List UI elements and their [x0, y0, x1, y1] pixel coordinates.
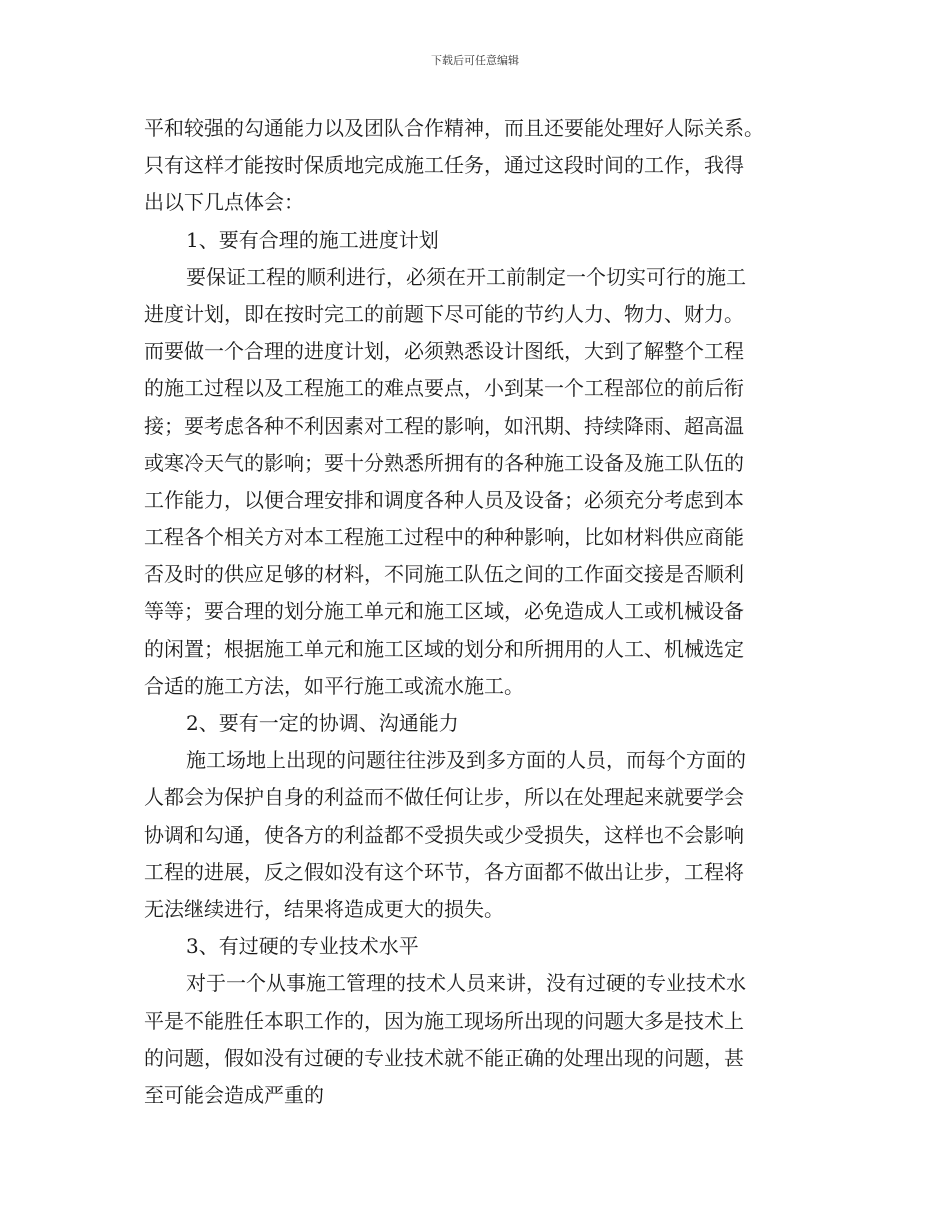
text-line: 合适的施工方法，如平行施工或流水施工。: [144, 673, 524, 698]
text-line: 对于一个从事施工管理的技术人员来讲，没有过硬的专业技术水: [186, 971, 746, 996]
text-line: 而要做一个合理的进度计划，必须熟悉设计图纸，大到了解整个工程: [144, 339, 744, 364]
text-line: 接；要考虑各种不利因素对工程的影响，如汛期、持续降雨、超高温: [144, 413, 744, 438]
text-line: 否及时的供应足够的材料，不同施工队伍之间的工作面交接是否顺利: [144, 562, 744, 587]
text-line: 人都会为保护自身的利益而不做任何让步，所以在处理起来就要学会: [144, 785, 744, 810]
text-line: 平是不能胜任本职工作的，因为施工现场所出现的问题大多是技术上: [144, 1008, 744, 1033]
section-heading-3: 3、有过硬的专业技术水平: [186, 934, 419, 959]
page-header: 下载后可任意编辑: [431, 54, 519, 67]
text-line: 协调和勾通，使各方的利益都不受损失或少受损失，这样也不会影响: [144, 822, 744, 847]
text-line: 进度计划，即在按时完工的前题下尽可能的节约人力、物力、财力。: [144, 301, 744, 326]
text-line: 无法继续进行，结果将造成更大的损失。: [144, 896, 504, 921]
text-line: 工作能力，以便合理安排和调度各种人员及设备；必须充分考虑到本: [144, 487, 744, 512]
section-heading-1: 1、要有合理的施工进度计划: [186, 227, 439, 252]
text-line: 等等；要合理的划分施工单元和施工区域，必免造成人工或机械设备: [144, 599, 744, 624]
text-line: 只有这样才能按时保质地完成施工任务，通过这段时间的工作，我得: [144, 153, 744, 178]
text-line: 或寒冷天气的影响；要十分熟悉所拥有的各种施工设备及施工队伍的: [144, 450, 744, 475]
text-line: 至可能会造成严重的: [144, 1082, 324, 1107]
text-line: 平和较强的勾通能力以及团队合作精神，而且还要能处理好人际关系。: [144, 116, 764, 140]
text-line: 的闲置；根据施工单元和施工区域的划分和所拥用的人工、机械选定: [144, 636, 744, 661]
text-line: 施工场地上出现的问题往往涉及到多方面的人员，而每个方面的: [186, 748, 746, 773]
text-line: 工程的进展，反之假如没有这个环节，各方面都不做出让步，工程将: [144, 859, 744, 884]
section-heading-2: 2、要有一定的协调、沟通能力: [186, 711, 459, 735]
text-line: 要保证工程的顺利进行，必须在开工前制定一个切实可行的施工: [186, 264, 746, 289]
text-line: 的施工过程以及工程施工的难点要点，小到某一个工程部位的前后衔: [144, 376, 744, 401]
text-line: 工程各个相关方对本工程施工过程中的种种影响，比如材料供应商能: [144, 525, 744, 550]
document-body: [144, 110, 812, 1114]
text-line: 的问题，假如没有过硬的专业技术就不能正确的处理出现的问题，甚: [144, 1045, 744, 1070]
text-line: 出以下几点体会：: [144, 190, 304, 215]
